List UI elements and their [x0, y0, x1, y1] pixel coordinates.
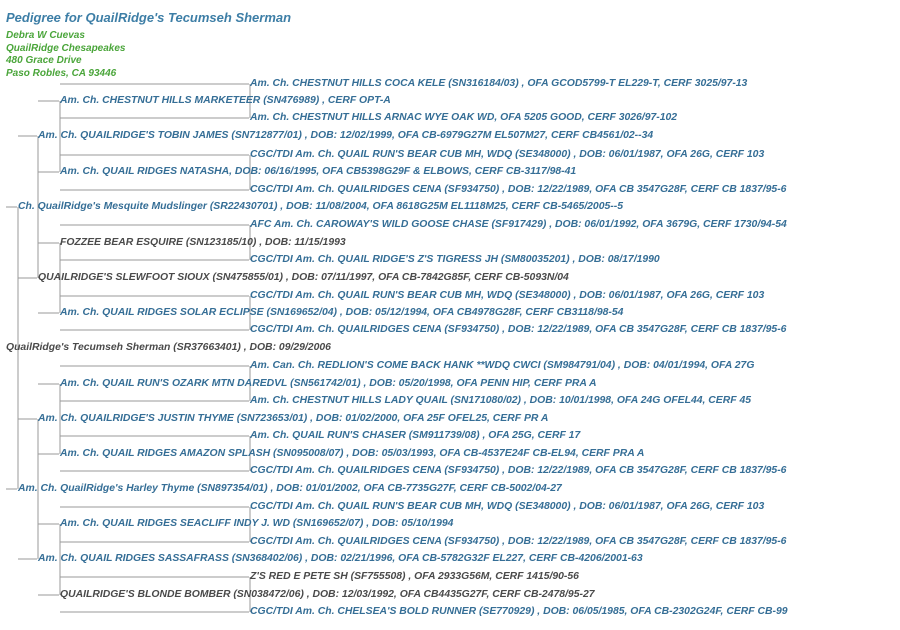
pedigree-entry-gg8: QUAILRIDGE'S BLONDE BOMBER (SN038472/06) , DOB: 12/03/1992, OFA CB4435G27F, CERF CB-2478/95-27: [60, 589, 595, 600]
pedigree-entry-gg4: Am. Ch. QUAIL RIDGES SOLAR ECLIPSE (SN169652/04) , DOB: 05/12/1994, OFA CB4978G28F, CERF CB3118/98-54: [60, 307, 624, 318]
owner-name: Debra W Cuevas: [6, 30, 85, 41]
pedigree-entry-sire: Ch. QuailRidge's Mesquite Mudslinger (SR22430701) , DOB: 11/08/2004, OFA 8618G25M EL1118M25, CERF CB-5465/2005--5: [18, 201, 623, 212]
pedigree-entry-ggg13: CGC/TDI Am. Ch. QUAIL RUN'S BEAR CUB MH, WDQ (SE348000) , DOB: 06/01/1987, OFA 26G, CERF 103: [250, 501, 765, 512]
pedigree-entry-gg3: FOZZEE BEAR ESQUIRE (SN123185/10) , DOB: 11/15/1993: [60, 237, 346, 248]
pedigree-entry-ggg11: Am. Ch. QUAIL RUN'S CHASER (SM911739/08) , OFA 25G, CERF 17: [250, 430, 581, 441]
pedigree-entry-ggg8: CGC/TDI Am. Ch. QUAILRIDGES CENA (SF934750) , DOB: 12/22/1989, OFA CB 3547G28F, CERF CB 1837/95-6: [250, 324, 787, 335]
pedigree-entry-ggg12: CGC/TDI Am. Ch. QUAILRIDGES CENA (SF934750) , DOB: 12/22/1989, OFA CB 3547G28F, CERF CB 1837/95-6: [250, 465, 787, 476]
pedigree-entry-ggg7: CGC/TDI Am. Ch. QUAIL RUN'S BEAR CUB MH, WDQ (SE348000) , DOB: 06/01/1987, OFA 26G, CERF 103: [250, 290, 765, 301]
owner-street: 480 Grace Drive: [6, 55, 82, 66]
pedigree-entry-ggg14: CGC/TDI Am. Ch. QUAILRIDGES CENA (SF934750) , DOB: 12/22/1989, OFA CB 3547G28F, CERF CB 1837/95-6: [250, 536, 787, 547]
pedigree-entry-ggg16: CGC/TDI Am. Ch. CHELSEA'S BOLD RUNNER (SE770929) , DOB: 06/05/1985, OFA CB-2302G24F, CERF CB-99: [250, 606, 788, 617]
owner-city: Paso Robles, CA 93446: [6, 67, 117, 79]
pedigree-entry-ggg15: Z'S RED E PETE SH (SF755508) , OFA 2933G56M, CERF 1415/90-56: [250, 571, 579, 582]
pedigree-entry-ggg3: CGC/TDI Am. Ch. QUAIL RUN'S BEAR CUB MH, WDQ (SE348000) , DOB: 06/01/1987, OFA 26G, CERF 103: [250, 149, 765, 160]
pedigree-entry-ggg5: AFC Am. Ch. CAROWAY'S WILD GOOSE CHASE (SF917429) , DOB: 06/01/1992, OFA 3679G, CERF 1730/94-54: [250, 219, 787, 230]
pedigree-entry-gg1: Am. Ch. CHESTNUT HILLS MARKETEER (SN476989) , CERF OPT-A: [60, 95, 391, 106]
pedigree-entry-ggg4: CGC/TDI Am. Ch. QUAILRIDGES CENA (SF934750) , DOB: 12/22/1989, OFA CB 3547G28F, CERF CB 1837/95-6: [250, 184, 787, 195]
pedigree-entry-ggg9: Am. Can. Ch. REDLION'S COME BACK HANK **WDQ CWCI (SM984791/04) , DOB: 04/01/1994, OFA 27G: [250, 360, 755, 371]
pedigree-entry-g4: Am. Ch. QUAIL RIDGES SASSAFRASS (SN368402/06) , DOB: 02/21/1996, OFA CB-5782G32F EL227, CERF CB-4206/2001-63: [38, 553, 643, 564]
pedigree-entry-ggg6: CGC/TDI Am. Ch. QUAIL RIDGE'S Z'S TIGRESS JH (SM80035201) , DOB: 08/17/1990: [250, 254, 660, 265]
pedigree-entry-ggg2: Am. Ch. CHESTNUT HILLS ARNAC WYE OAK WD, OFA 5205 GOOD, CERF 3026/97-102: [250, 112, 678, 123]
pedigree-entry-g2: QUAILRIDGE'S SLEWFOOT SIOUX (SN475855/01) , DOB: 07/11/1997, OFA CB-7842G85F, CERF CB-5093N/04: [38, 272, 569, 283]
pedigree-entry-g3: Am. Ch. QUAILRIDGE'S JUSTIN THYME (SN723653/01) , DOB: 01/02/2000, OFA 25F OFEL25, CERF PR A: [38, 413, 549, 424]
pedigree-entry-dog: QuailRidge's Tecumseh Sherman (SR37663401) , DOB: 09/29/2006: [6, 342, 331, 353]
pedigree-entry-ggg10: Am. Ch. CHESTNUT HILLS LADY QUAIL (SN171080/02) , DOB: 10/01/1998, OFA 24G OFEL44, CERF 45: [250, 395, 752, 406]
pedigree-entry-ggg1: Am. Ch. CHESTNUT HILLS COCA KELE (SN316184/03) , OFA GCOD5799-T EL229-T, CERF 3025/97-13: [250, 78, 748, 89]
pedigree-entry-gg7: Am. Ch. QUAIL RIDGES SEACLIFF INDY J. WD (SN169652/07) , DOB: 05/10/1994: [60, 518, 454, 529]
pedigree-entry-g1: Am. Ch. QUAILRIDGE'S TOBIN JAMES (SN712877/01) , DOB: 12/02/1999, OFA CB-6979G27M EL507M27, CERF CB4561/02--34: [38, 130, 654, 141]
pedigree-entry-gg2: Am. Ch. QUAIL RIDGES NATASHA, DOB: 06/16/1995, OFA CB5398G29F & ELBOWS, CERF CB-3117/98-41: [60, 166, 577, 177]
page-title: Pedigree for QuailRidge's Tecumseh Sherman: [6, 10, 292, 25]
pedigree-entry-dam: Am. Ch. QuailRidge's Harley Thyme (SN897354/01) , DOB: 01/01/2002, OFA CB-7735G27F, CERF CB-5002/04-27: [18, 483, 562, 494]
pedigree-entry-gg5: Am. Ch. QUAIL RUN'S OZARK MTN DAREDVL (SN561742/01) , DOB: 05/20/1998, OFA PENN HIP, CERF PRA A: [60, 378, 597, 389]
owner-kennel: QuailRidge Chesapeakes: [6, 42, 126, 54]
pedigree-entry-gg6: Am. Ch. QUAIL RIDGES AMAZON SPLASH (SN095008/07) , DOB: 05/03/1993, OFA CB-4537E24F CB-EL94, CERF PRA A: [60, 448, 645, 459]
